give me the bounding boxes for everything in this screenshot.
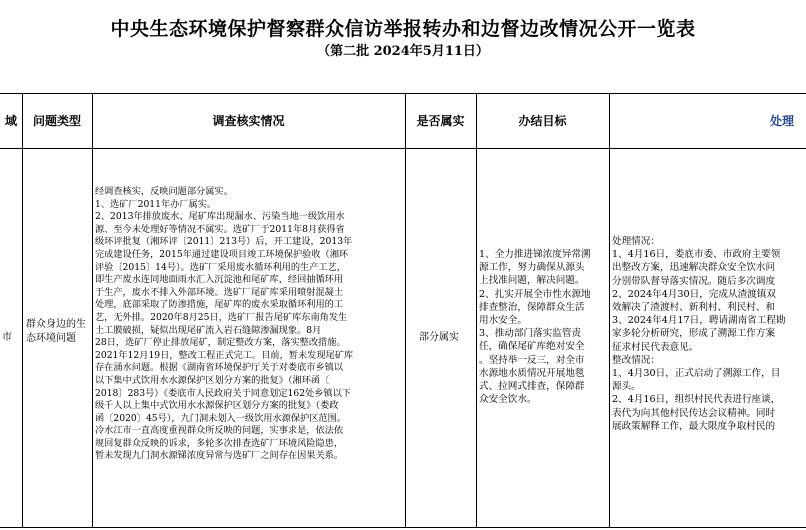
row-bottom-border: [0, 527, 806, 528]
column-divider: [476, 93, 477, 527]
header-region: 域: [4, 114, 17, 128]
cell-verified: 部分属实: [419, 332, 459, 343]
column-divider: [92, 93, 93, 527]
cell-region: 市: [2, 332, 12, 343]
page-subtitle: （第二批 2024年5月11日）: [317, 44, 489, 59]
header-goal: 办结目标: [518, 114, 567, 128]
cell-goal: 1、全力推进锑浓度异常溯 源工作，努力确保从源头 上找准问题，解决问题。 2、扎实开展全市性水源地 排查整治，保障群众生活 用水安全。 3、推动部门落实监管责 任，确保尾矿库绝对安全 。坚持举一反三，对全市 水源地水质情况开展地毯 式、拉网式排查，保障群 众安全饮水。: [479, 249, 591, 406]
column-divider: [405, 93, 406, 527]
page-title: 中央生态环境保护督察群众信访举报转办和边督边改情况公开一览表: [110, 18, 696, 40]
header-verified: 是否属实: [416, 114, 465, 128]
column-divider: [609, 93, 610, 527]
cell-investigation: 经调查核实，反映问题部分属实。 1、选矿厂2011年办厂属实。 2、2013年排放废水、尾矿库出现漏水、污染当地一级饮用水 源、至今未处理好等情况不属实。选矿厂于2011年8月获得省 级环评批复（湘环评〔2011〕213号）后，开工建设，2013年 完成建设任务，2015年通过建设项目竣工环境保护验收（湘环 评验〔2015〕14号）。选矿厂采用废水循环利用的生产工艺， 即生产废水连同地面雨水汇入沉淀池和尾矿库，经回抽循环用 于生产，废水不排入外部环境。选矿厂尾矿库采用喷射混凝土 处理，底部采取了防渗措施，尾矿库的废水采取循环利用的工 艺，无外排。2020年8月25日，选矿厂报告尾矿库东南角发生 土工膜破损，疑似出现尾矿流入岩石缝隙渗漏现象。8月 28日，选矿厂停止排放尾矿，制定整改方案，落实整改措施。 2021年12月19日，整改工程正式完工。目前，暂未发现尾矿库 存在涌水问题。根据《湖南省环境保护厅关于对娄底市乡镇以 以下集中式饮用水水源保护区划分方案的批复》（湘环函〔 2018〕283号）《娄底市人民政府关于同意划定162处乡镇以下 级千人以上集中式饮用水水源保护区划分方案的批复》（娄政 函〔2020〕45号），九门洞未划入一级饮用水源保护区范围。 冷水江市一直高度重视群众所反映的问题，实事求是，依法依 规回复群众反映的诉求，多轮多次排查选矿厂环境风险隐患， 暂未发现九门洞水源锑浓度异常与选矿厂之间存在因果关系。: [95, 186, 354, 462]
cell-issue-type: 群众身边的生态环境问题: [26, 319, 86, 344]
header-bottom-border: [0, 148, 806, 149]
cell-handling: 处理情况： 1、4月16日，娄底市委、市政府主要领 出整改方案，迅速解决群众安全饮水问 分别带队督导落实情况。随后多次调度 2、2024年4月30日，完成从渣渡镇双 效解决了渣渡村、新利村、利民村、和 3、2024年4月17日，聘请湖南省工程勘 家多轮分析研究，形成了溯源工作方案 征求村民代表意见。 整改情况： 1、4月30日，正式启动了溯源工作，目 源头。 2、4月16日，组织村民代表进行座谈， 表代为向其他村民传达会议精神。同时 展政策解释工作，最大限度争取村民的: [612, 236, 786, 432]
header-issue-type: 问题类型: [32, 114, 81, 128]
header-investigation: 调查核实情况: [212, 114, 285, 128]
column-divider: [22, 93, 23, 527]
header-handling: 处理: [770, 114, 795, 128]
